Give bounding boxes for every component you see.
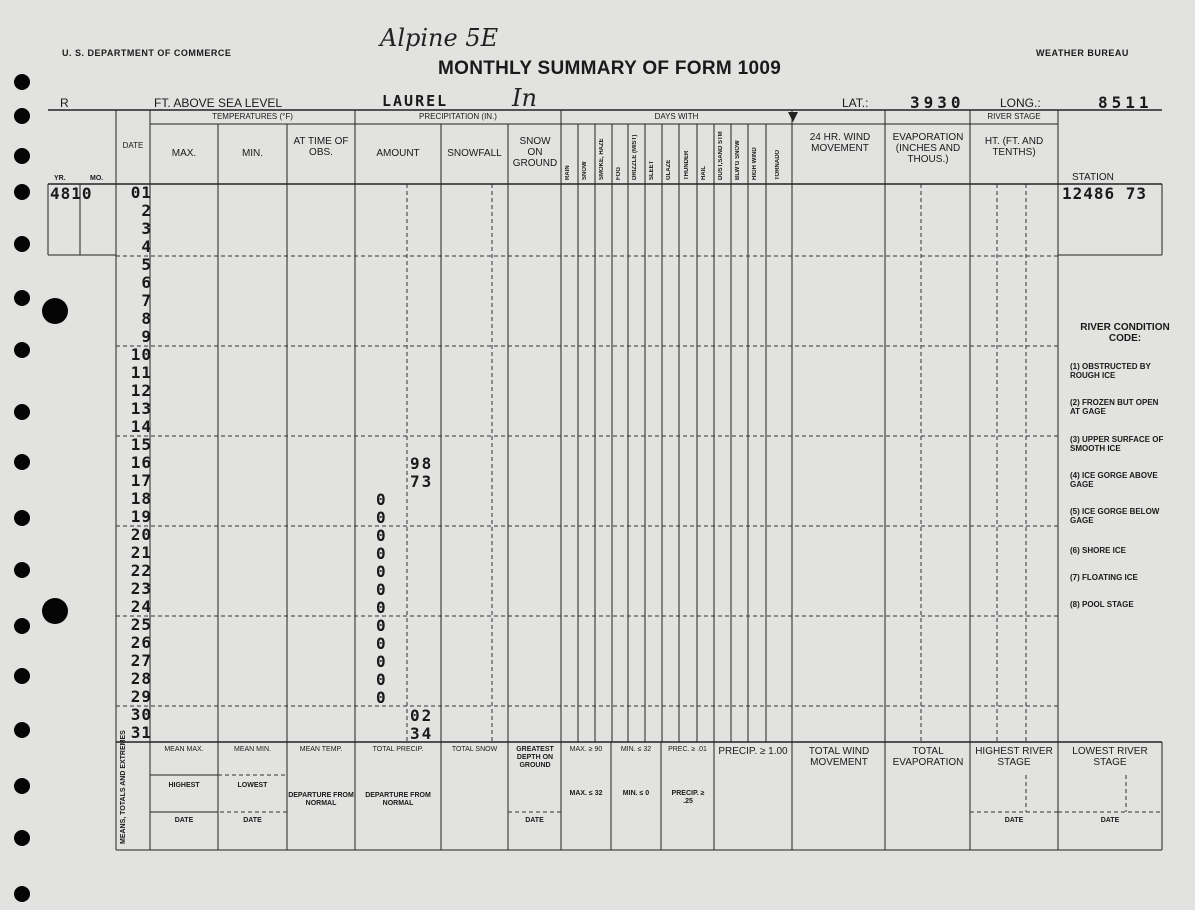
evaporation-header: EVAPORATION (INCHES AND THOUS.) (892, 132, 964, 165)
station-label: STATION (1072, 172, 1114, 183)
total-snow-label: TOTAL SNOW (451, 746, 498, 753)
day-number: 21 (130, 543, 152, 562)
wind-header: 24 HR. WIND MOVEMENT (809, 132, 871, 154)
day-number: 26 (130, 633, 152, 652)
river-code: (8) POOL STAGE (1070, 600, 1134, 609)
prec25-label: PRECIP. ≥ .25 (671, 790, 705, 805)
days-with-blowing-snow: BLW'G SNOW (735, 140, 741, 180)
total-wind-label: TOTAL WIND MOVEMENT (808, 746, 870, 768)
date-header: DATE (122, 141, 144, 150)
day-number: 16 (130, 453, 152, 472)
date-label-low: DATE (243, 817, 262, 824)
river-code: (1) OBSTRUCTED BY ROUGH ICE (1070, 362, 1151, 380)
day-number: 6 (141, 273, 152, 292)
river-code: (2) FROZEN BUT OPEN AT GAGE (1070, 398, 1159, 416)
days-with-glaze: GLAZE (666, 159, 672, 180)
station-value: 12486 73 (1062, 184, 1148, 203)
r-label: R (60, 96, 69, 110)
date-label-lowest-river: DATE (1100, 817, 1120, 824)
day-number: 2 (141, 201, 152, 220)
days-with-hail: HAIL (701, 166, 707, 180)
precip-amount: 0 (376, 490, 388, 509)
station-name: LAUREL (382, 92, 449, 110)
day-number: 24 (130, 597, 152, 616)
day-number: 12 (130, 381, 152, 400)
max32-label: MAX. ≤ 32 (569, 790, 603, 797)
day-number: 10 (130, 345, 152, 364)
lowest-label: LOWEST (237, 782, 268, 789)
precip-amount: 0 (376, 634, 388, 653)
date-label-highest-river: DATE (1004, 817, 1024, 824)
amount-header: AMOUNT (376, 148, 420, 159)
bureau-label: WEATHER BUREAU (1036, 48, 1129, 58)
day-number: 30 (130, 705, 152, 724)
days-with-snow: SNOW (582, 161, 588, 180)
day-number: 4 (141, 237, 152, 256)
days-with-rain: RAIN (565, 165, 571, 180)
prec01-label: PREC. ≥ .01 (668, 746, 707, 753)
date-label-depth: DATE (525, 817, 544, 824)
precip-amount: 0 (376, 670, 388, 689)
day-number: 5 (141, 255, 152, 274)
day-number: 28 (130, 669, 152, 688)
river-ht-header: HT. (FT. AND TENTHS) (984, 136, 1044, 158)
river-code: (5) ICE GORGE BELOW GAGE (1070, 507, 1160, 525)
departure-temp-label: DEPARTURE FROM NORMAL (288, 792, 354, 807)
day-number: 15 (130, 435, 152, 454)
days-with-dust: DUST,SAND STM (718, 131, 724, 180)
day-number: 31 (130, 723, 152, 742)
precip-amount: 98 (410, 454, 434, 473)
min32-label: MIN. ≤ 32 (620, 746, 652, 753)
precip-amount: 0 (376, 508, 388, 527)
precip-amount: 0 (376, 544, 388, 563)
precip-amount: 02 (410, 706, 434, 725)
day-number: 20 (130, 525, 152, 544)
min-header: MIN. (241, 148, 264, 159)
days-with-header: DAYS WITH (654, 112, 699, 121)
date-label-high: DATE (174, 817, 194, 824)
mean-max-label: MEAN MAX. (164, 746, 204, 753)
day-number: 18 (130, 489, 152, 508)
lat-value: 3930 (910, 93, 965, 112)
day-number: 9 (141, 327, 152, 346)
elevation-label: FT. ABOVE SEA LEVEL (154, 96, 283, 110)
mo-label: MO. (90, 175, 104, 182)
greatest-depth-label: GREATEST DEPTH ON GROUND (516, 746, 554, 769)
state-handwritten: In (512, 84, 537, 112)
day-number: 01 (130, 183, 152, 202)
precip-amount: 0 (376, 688, 388, 707)
lat-label: LAT.: (842, 96, 869, 110)
precip-amount: 34 (410, 724, 434, 743)
day-number: 13 (130, 399, 152, 418)
day-number: 23 (130, 579, 152, 598)
temperatures-header: TEMPERATURES (°F) (212, 112, 293, 121)
day-number: 3 (141, 219, 152, 238)
river-code: (6) SHORE ICE (1070, 546, 1127, 555)
departure-precip-label: DEPARTURE FROM NORMAL (365, 792, 431, 807)
days-with-smoke: SMOKE, HAZE (599, 138, 605, 180)
handwritten-place: Alpine 5E (380, 24, 499, 52)
summary-side-label: MEANS, TOTALS AND EXTREMES (120, 730, 127, 844)
day-number: 19 (130, 507, 152, 526)
day-number: 11 (130, 363, 152, 382)
precip-amount: 0 (376, 616, 388, 635)
at-time-header: AT TIME OF OBS. (293, 136, 349, 158)
yr-mo-value: 4810 (50, 184, 93, 203)
day-number: 14 (130, 417, 152, 436)
total-precip-label: TOTAL PRECIP. (372, 746, 424, 753)
river-codes-title: RIVER CONDITION CODE: (1080, 322, 1170, 344)
day-number: 7 (141, 291, 152, 310)
river-code: (4) ICE GORGE ABOVE GAGE (1070, 471, 1158, 489)
day-number: 8 (141, 309, 152, 328)
precip-amount: 73 (410, 472, 434, 491)
day-number: 25 (130, 615, 152, 634)
snow-ground-header: SNOW ON GROUND (512, 136, 558, 169)
days-with-sleet: SLEET (649, 160, 655, 180)
max-header: MAX. (171, 148, 197, 159)
total-evap-label: TOTAL EVAPORATION (892, 746, 964, 768)
precip-amount: 0 (376, 598, 388, 617)
long-value: 8511 (1098, 93, 1153, 112)
mean-temp-label: MEAN TEMP. (299, 746, 343, 753)
precip-amount: 0 (376, 652, 388, 671)
highest-river-label: HIGHEST RIVER STAGE (975, 746, 1053, 768)
precip-amount: 0 (376, 580, 388, 599)
day-number: 17 (130, 471, 152, 490)
dept-label: U. S. DEPARTMENT OF COMMERCE (62, 48, 232, 58)
lowest-river-label: LOWEST RIVER STAGE (1072, 746, 1148, 768)
days-with-drizzle: DRIZZLE (MIST) (632, 134, 638, 180)
mean-min-label: MEAN MIN. (234, 746, 271, 753)
page-title: MONTHLY SUMMARY OF FORM 1009 (438, 58, 782, 79)
snowfall-header: SNOWFALL (447, 148, 502, 159)
precip-amount: 0 (376, 526, 388, 545)
highest-label: HIGHEST (168, 782, 200, 789)
river-code: (3) UPPER SURFACE OF SMOOTH ICE (1070, 435, 1164, 453)
precip100-label: PRECIP. ≥ 1.00 (718, 746, 788, 757)
long-label: LONG.: (1000, 96, 1041, 110)
days-with-high-wind: HIGH WIND (752, 147, 758, 180)
days-with-tornado: TORNADO (775, 149, 781, 180)
day-number: 22 (130, 561, 152, 580)
precipitation-header: PRECIPITATION (IN.) (419, 112, 497, 121)
river-stage-header: RIVER STAGE (987, 112, 1041, 121)
max90-label: MAX. ≥ 90 (569, 746, 603, 753)
precip-amount: 0 (376, 562, 388, 581)
days-with-thunder: THUNDER (684, 150, 690, 180)
min0-label: MIN. ≤ 0 (622, 790, 650, 797)
day-number: 29 (130, 687, 152, 706)
days-with-fog: FOG (616, 167, 622, 180)
day-number: 27 (130, 651, 152, 670)
river-code: (7) FLOATING ICE (1070, 573, 1138, 582)
yr-label: YR. (54, 175, 66, 182)
